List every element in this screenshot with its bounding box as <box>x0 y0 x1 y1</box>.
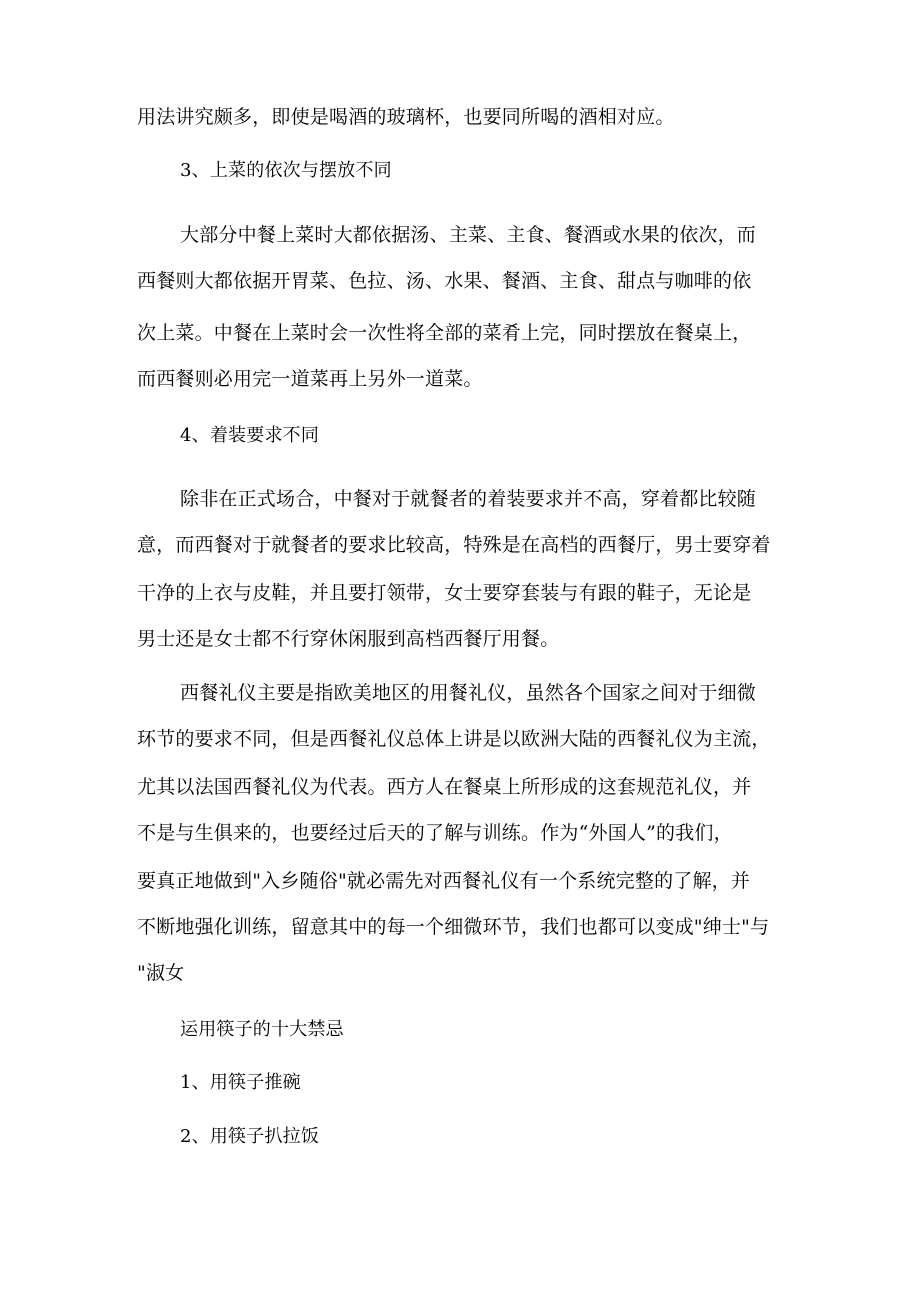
paragraph-line: "淑女 <box>137 962 185 984</box>
chopsticks-heading: 运用筷子的十大禁忌 <box>180 1019 344 1040</box>
paragraph-line: 西餐礼仪主要是指欧美地区的用餐礼仪，虽然各个国家之间对于细微 <box>180 682 757 704</box>
paragraph-line: 尤其以法国西餐礼仪为代表。西方人在餐桌上所形成的这套规范礼仪，并 <box>137 776 752 798</box>
paragraph-line: 环节的要求不同，但是西餐礼仪总体上讲是以欧洲大陆的西餐礼仪为主流， <box>137 728 771 750</box>
paragraph-line: 不是与生俱来的，也要经过后天的了解与训练。作为“外国人”的我们， <box>137 822 733 844</box>
paragraph-line: 意，而西餐对于就餐者的要求比较高，特殊是在高档的西餐厅，男士要穿着 <box>137 534 771 556</box>
paragraph-line: 用法讲究颇多，即使是喝酒的玻璃杯，也要同所喝的酒相对应。 <box>137 106 675 128</box>
paragraph-line: 干净的上衣与皮鞋，并且要打领带，女士要穿套装与有跟的鞋子，无论是 <box>137 582 752 604</box>
section-heading-4: 4、着装要求不同 <box>180 425 320 446</box>
paragraph-line: 而西餐则必用完一道菜再上另外一道菜。 <box>137 368 483 390</box>
paragraph-line: 大部分中餐上菜时大都依据汤、主菜、主食、餐酒或水果的依次，而 <box>180 224 757 246</box>
section-heading-3: 3、上菜的依次与摆放不同 <box>180 160 392 181</box>
paragraph-line: 西餐则大都依据开胃菜、色拉、汤、水果、餐酒、主食、甜点与咖啡的依 <box>137 270 752 292</box>
paragraph-line: 男士还是女士都不行穿休闲服到高档西餐厅用餐。 <box>137 628 560 650</box>
list-item: 2、用筷子扒拉饭 <box>180 1126 320 1147</box>
paragraph-line: 不断地强化训练，留意其中的每一个细微环节，我们也都可以变成"绅士"与 <box>137 916 770 938</box>
list-item: 1、用筷子推碗 <box>180 1072 301 1093</box>
paragraph-line: 次上菜。中餐在上菜时会一次性将全部的菜肴上完，同时摆放在餐桌上， <box>137 322 752 344</box>
paragraph-line: 要真正地做到"入乡随俗"就必需先对西餐礼仪有一个系统完整的了解，并 <box>137 870 751 892</box>
paragraph-line: 除非在正式场合，中餐对于就餐者的着装要求并不高，穿着都比较随 <box>180 488 757 510</box>
